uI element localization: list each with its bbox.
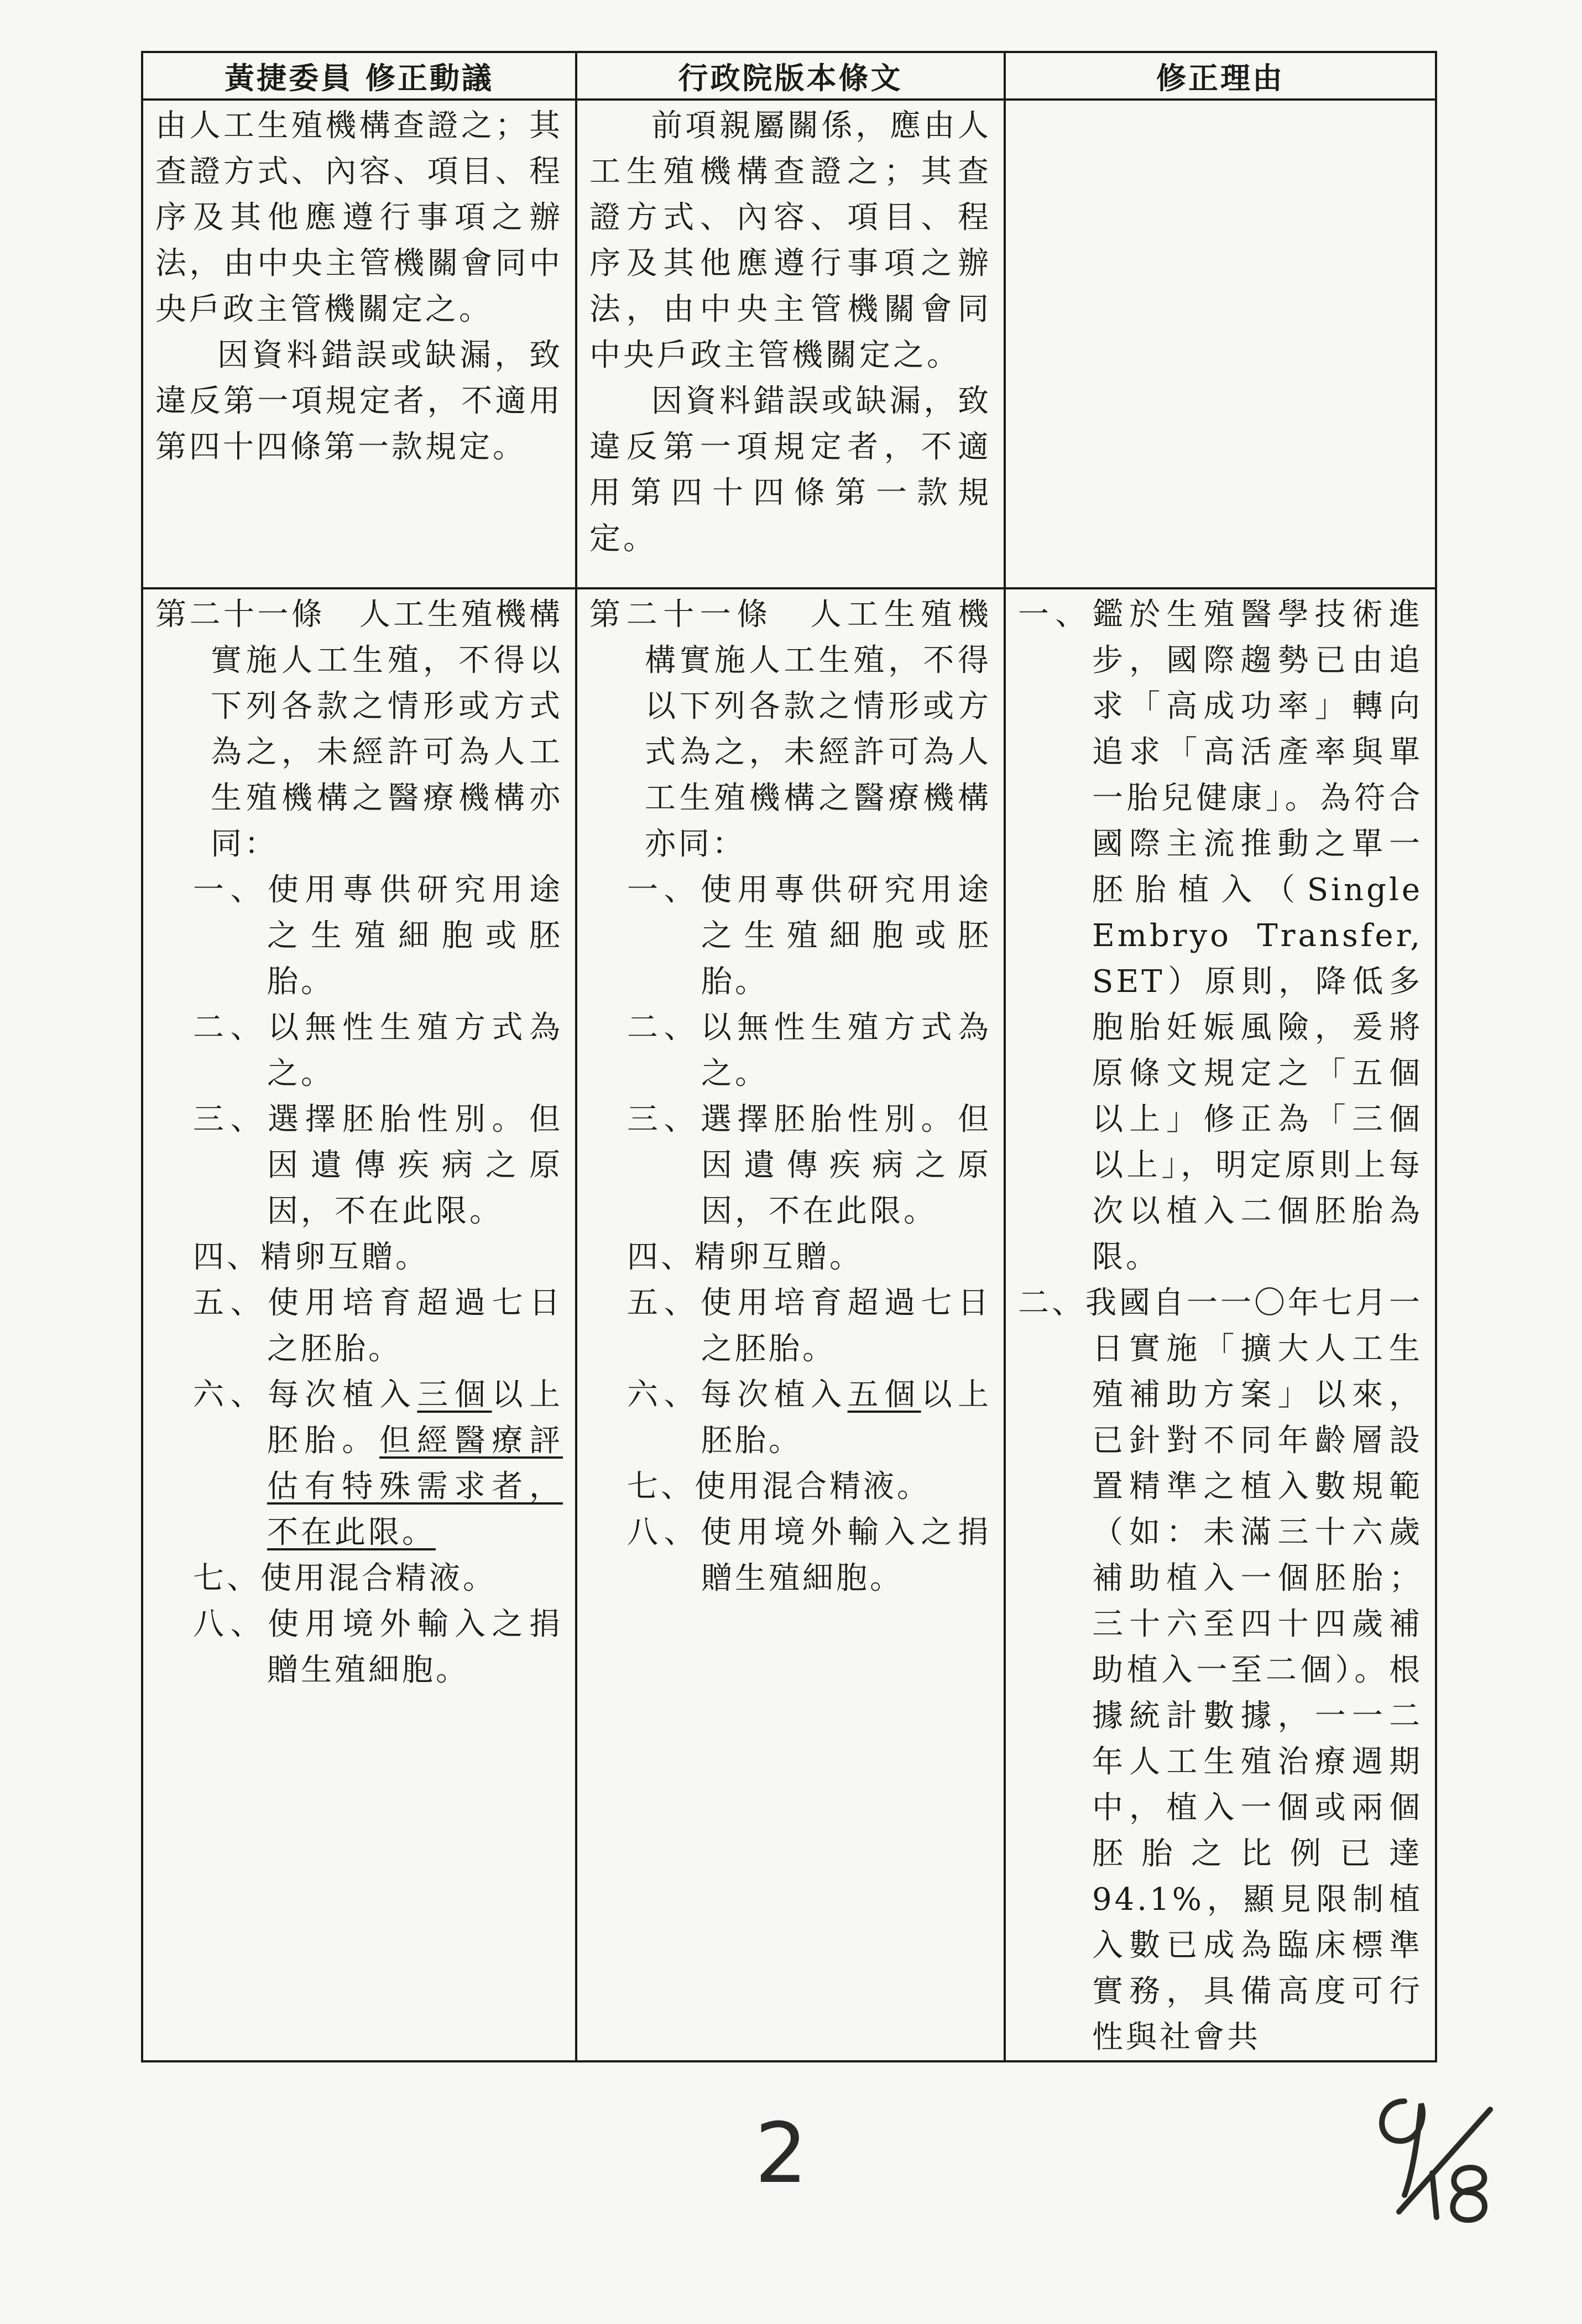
- motion-item-6-amended-number: 三個: [417, 1377, 492, 1413]
- motion-item-6-prefix: 六、每次植入: [193, 1377, 417, 1413]
- motion-item-6-middle: 以上胚胎。: [267, 1377, 563, 1459]
- executive-article-intro: 第二十一條 人工生殖機構實施人工生殖，不得以下列各款之情形或方式為之，未經許可為人工生殖機構之醫療機構亦同：: [589, 597, 991, 862]
- motion-list-item: 五、使用培育超過七日之胚胎。: [193, 1285, 563, 1367]
- motion-paragraph: 由人工生殖機構查證之；其查證方式、內容、項目、程序及其他應遵行事項之辦法，由中央主管機關會同中央戶政主管機關定之。: [155, 108, 563, 327]
- reason-paragraph: 一、鑑於生殖醫學技術進步，國際趨勢已由追求「高成功率」轉向追求「高活產率與單一胎兒健康」。為符合國際主流推動之單一胚胎植入（Single Embryo Transfer, SET）原則，降低多胞胎妊娠風險，爰將原條文規定之「五個以上」修正為「三個以上」，明定原則上每次以植入二個胚胎為限。: [1018, 597, 1423, 1275]
- reasons-cell: [1006, 589, 1435, 2060]
- executive-list-item: 三、選擇胚胎性別。但因遺傳疾病之原因，不在此限。: [627, 1101, 991, 1229]
- motion-list-item: 八、使用境外輸入之捐贈生殖細胞。: [193, 1606, 563, 1688]
- motion-items-tail: [155, 1555, 563, 1693]
- executive-list-item: 二、以無性生殖方式為之。: [627, 1010, 991, 1092]
- executive-items: [589, 867, 991, 1372]
- executive-paragraph: 因資料錯誤或缺漏，致違反第一項規定者，不適用第四十四條第一款規定。: [589, 383, 991, 557]
- motion-paragraph: 因資料錯誤或缺漏，致違反第一項規定者，不適用第四十四條第一款規定。: [155, 337, 563, 465]
- comparison-table: [141, 51, 1437, 2062]
- motion-list-item: 三、選擇胚胎性別。但因遺傳疾病之原因，不在此限。: [193, 1101, 563, 1229]
- executive-list-item: 七、使用混合精液。: [627, 1469, 931, 1505]
- executive-item-6-number: 五個: [847, 1377, 921, 1413]
- handwritten-page-mark: [1366, 2079, 1510, 2228]
- executive-list-item: 八、使用境外輸入之捐贈生殖細胞。: [627, 1514, 991, 1596]
- motion-list-item: 七、使用混合精液。: [193, 1560, 497, 1596]
- reason-empty-cell: [1006, 101, 1435, 103]
- executive-item-6: [589, 1372, 991, 1464]
- motion-list-item: 一、使用專供研究用途之生殖細胞或胚胎。: [193, 872, 563, 1000]
- executive-list-item: 四、精卵互贈。: [627, 1239, 863, 1275]
- motion-continuation-cell: [143, 101, 575, 470]
- motion-item-6: [155, 1372, 563, 1555]
- executive-item-6-suffix: 以上胚胎。: [701, 1377, 992, 1459]
- executive-items-tail: [589, 1464, 991, 1601]
- reason-paragraph: 二、我國自一一〇年七月一日實施「擴大人工生殖補助方案」以來，已針對不同年齡層設置精準之植入數規範（如：未滿三十六歲補助植入一個胚胎；三十六至四十四歲補助植入一至二個）。根據統計數據，一一二年人工生殖治療週期中，植入一個或兩個胚胎之比例已達 94.1%，顯見限制植入數已成為臨床標準實務，具備高度可行性與社會共: [1018, 1285, 1423, 2055]
- executive-list-item: 五、使用培育超過七日之胚胎。: [627, 1285, 991, 1367]
- header-reason: 修正理由: [1005, 52, 1436, 100]
- motion-item-6-proviso: 但經醫療評估有特殊需求者，不在此限。: [267, 1423, 563, 1550]
- motion-list-item: 四、精卵互贈。: [193, 1239, 429, 1275]
- executive-paragraph: 前項親屬關係，應由人工生殖機構查證之；其查證方式、內容、項目、程序及其他應遵行事項之辦法，由中央主管機關會同中央戶政主管機關定之。: [589, 108, 991, 373]
- executive-article-21-cell: [577, 589, 1004, 1601]
- handwritten-fraction-drawing: [1366, 2079, 1510, 2228]
- motion-article-21-cell: [143, 589, 575, 1693]
- header-row: [142, 52, 1436, 100]
- executive-continuation-cell: [577, 101, 1004, 562]
- executive-list-item: 一、使用專供研究用途之生殖細胞或胚胎。: [627, 872, 991, 1000]
- row-article-21: [142, 588, 1436, 2061]
- motion-article-intro: 第二十一條 人工生殖機構實施人工生殖，不得以下列各款之情形或方式為之，未經許可為人工生殖機構之醫療機構亦同：: [155, 597, 563, 862]
- row-continuation: [142, 100, 1436, 588]
- header-executive: 行政院版本條文: [576, 52, 1005, 100]
- motion-items: [155, 867, 563, 1372]
- executive-item-6-prefix: 六、每次植入: [627, 1377, 848, 1413]
- page-number: 2: [755, 2106, 808, 2202]
- motion-list-item: 二、以無性生殖方式為之。: [193, 1010, 563, 1092]
- header-motion: 黃捷委員 修正動議: [142, 52, 576, 100]
